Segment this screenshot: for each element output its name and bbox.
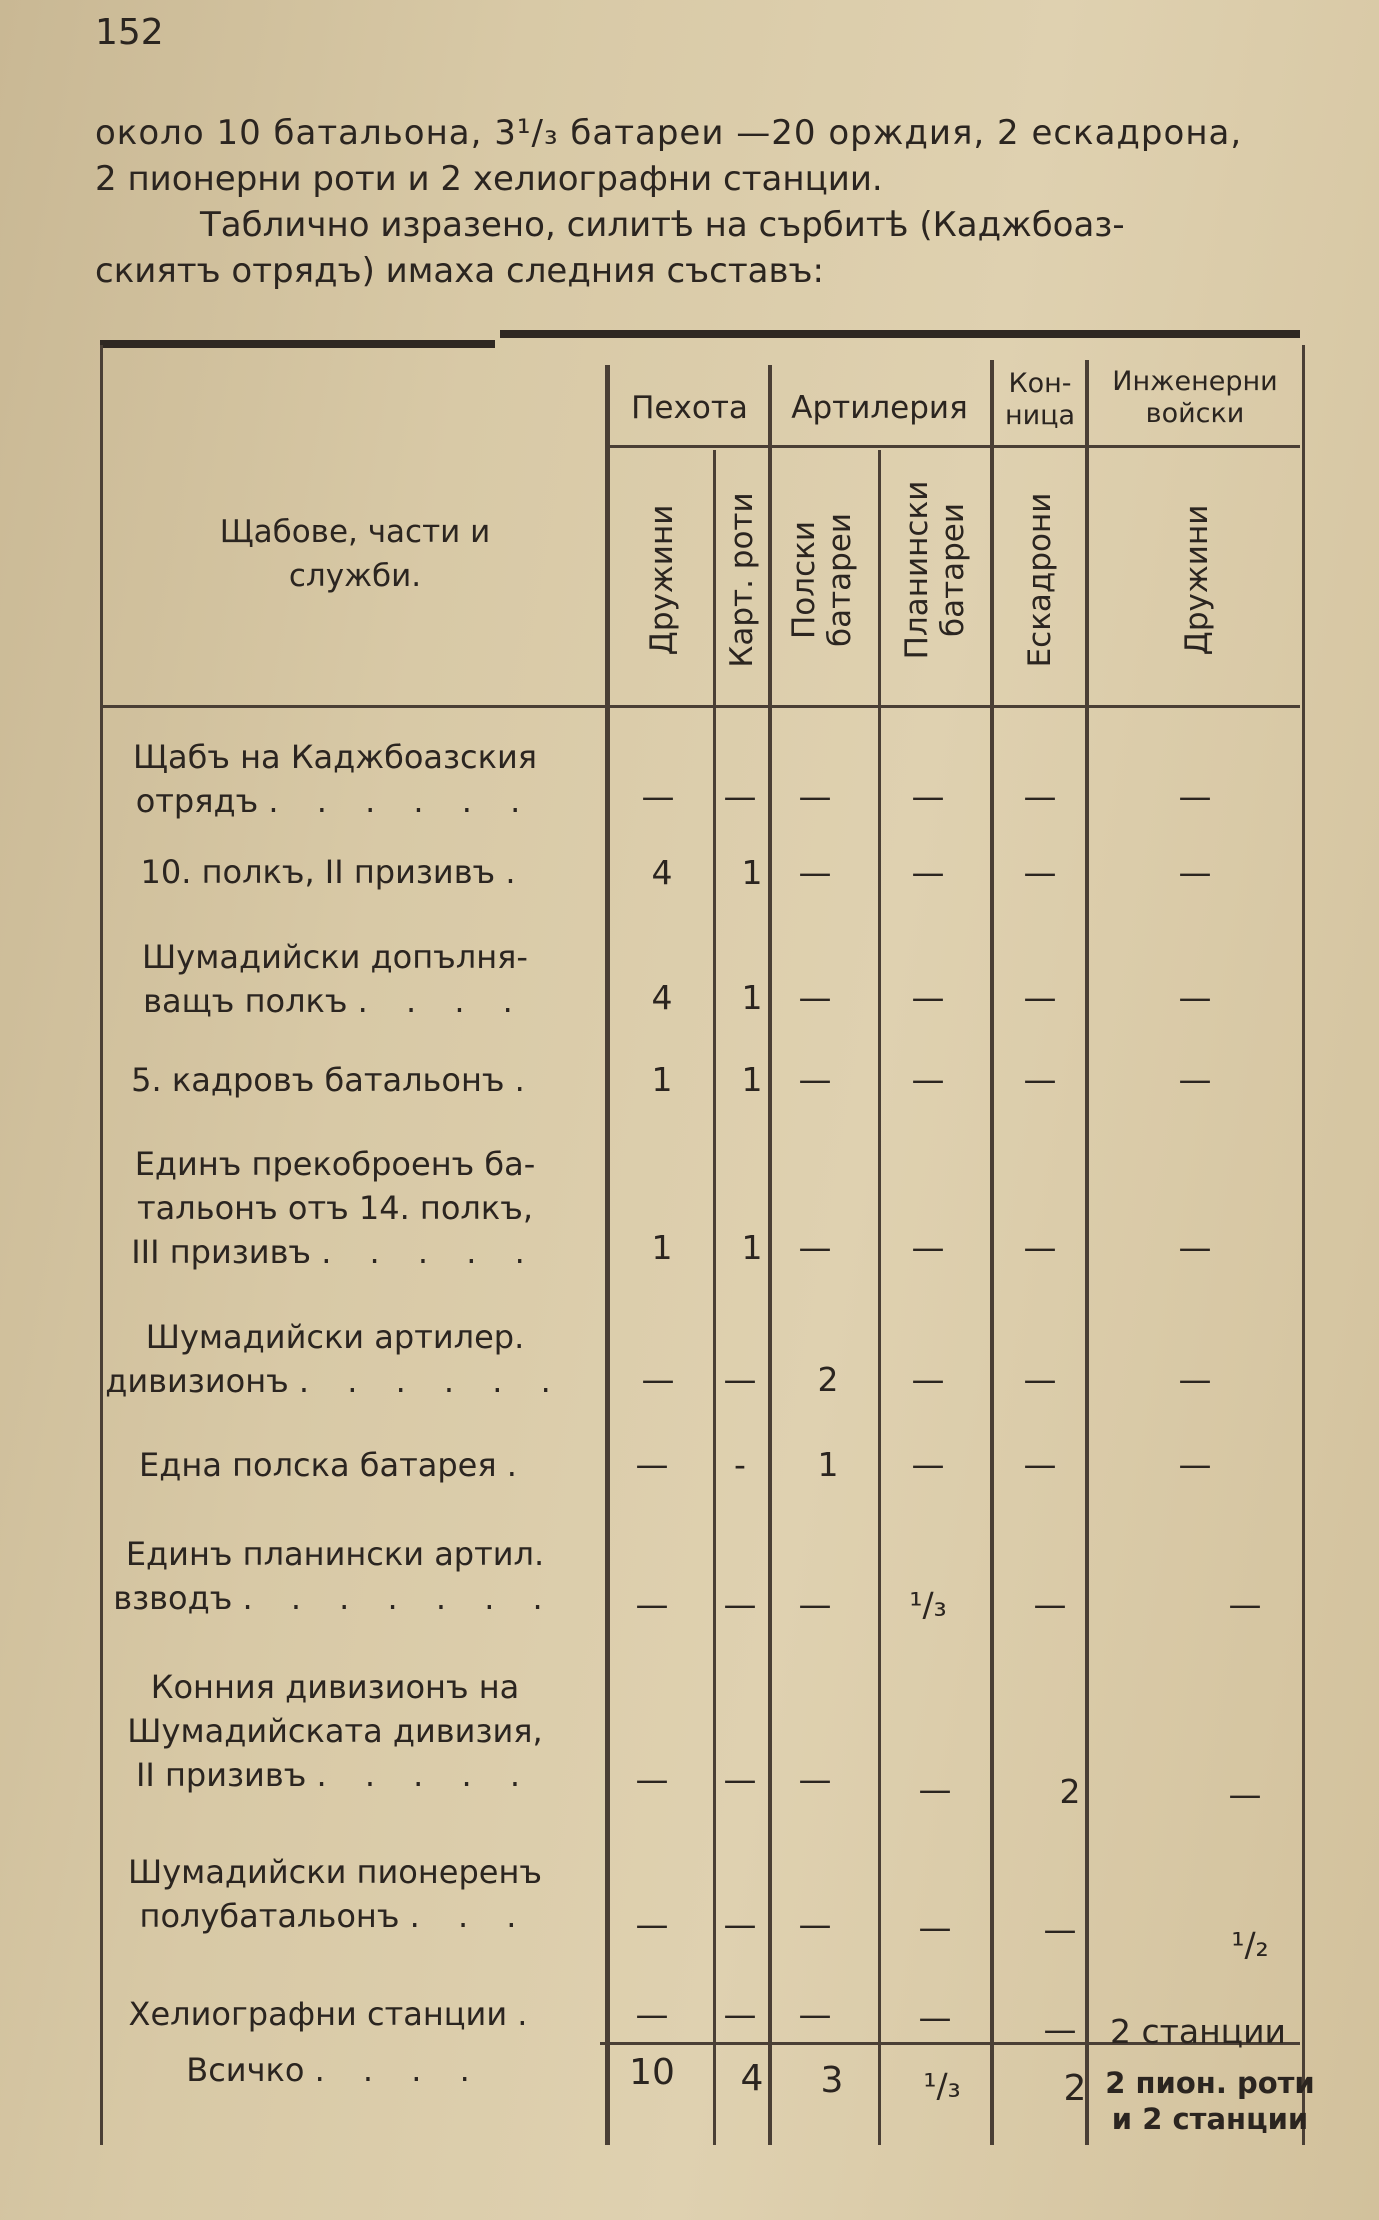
- intro-line-4: скиятъ отрядъ) имаха следния съставъ:: [95, 251, 825, 291]
- header-field-batteries: Полски батареи: [786, 512, 858, 648]
- cell-field-batteries: —: [798, 978, 832, 1017]
- total-squadrons: 2: [1063, 2068, 1087, 2109]
- total-mountain-batteries: ¹/₃: [923, 2066, 961, 2105]
- cell-field-batteries: 1: [817, 1445, 839, 1484]
- row-name: 5. кадровъ батальонъ .: [131, 1061, 539, 1099]
- rule-right-border: [1302, 345, 1305, 2145]
- row-name: Хелиографни станции .: [128, 1995, 542, 2033]
- header-artillery: Артилерия: [791, 390, 968, 426]
- cell-eng-battalions: —: [1178, 1360, 1212, 1399]
- row-name: Шумадийски пионеренъ: [128, 1853, 542, 1891]
- intro-line-2: 2 пионерни роти и 2 хелиографни станции.: [95, 159, 883, 199]
- cell-mountain-batteries: —: [911, 1445, 945, 1484]
- row-name: Шумадийската дивизия,: [127, 1712, 543, 1750]
- cell-field-batteries: —: [798, 1060, 832, 1099]
- header-battalions: Дружини: [644, 504, 680, 656]
- cell-field-batteries: —: [798, 1905, 832, 1944]
- header-engineers: Инженерни войски: [1112, 366, 1278, 429]
- total-eng-line-2: и 2 станции: [1111, 2102, 1309, 2136]
- cell-mountain-batteries: —: [911, 853, 945, 892]
- cell-mountain-batteries: —: [911, 777, 945, 816]
- table-row: [75, 1665, 595, 1797]
- row-name: Конния дивизионъ на: [150, 1668, 520, 1706]
- cell-mg-companies: —: [723, 1585, 757, 1624]
- cell-battalions: 4: [651, 978, 673, 1017]
- cell-mg-companies: -: [734, 1445, 746, 1484]
- cell-squadrons: —: [1023, 1060, 1057, 1099]
- header-cavalry: Кон- ница: [1004, 368, 1076, 431]
- cell-eng-battalions: —: [1228, 1775, 1262, 1814]
- header-mountain-batteries: Планински батареи: [899, 480, 971, 660]
- cell-mountain-batteries: —: [911, 978, 945, 1017]
- cell-battalions: —: [641, 1360, 675, 1399]
- row-name: Шумадийски артилер.: [145, 1318, 525, 1356]
- row-name: III призивъ . . . . .: [131, 1233, 539, 1271]
- cell-eng-battalions: —: [1178, 777, 1212, 816]
- row-name: Единъ прекоброенъ ба-: [134, 1145, 536, 1183]
- row-name: Шумадийски допълня-: [142, 938, 528, 976]
- cell-battalions: 1: [651, 1228, 673, 1267]
- header-mg-companies: Карт. роти: [724, 492, 760, 668]
- cell-eng-battalions: —: [1178, 978, 1212, 1017]
- cell-battalions: —: [635, 1905, 669, 1944]
- row-name: II призивъ . . . . .: [135, 1756, 535, 1794]
- cell-field-batteries: —: [798, 1995, 832, 2034]
- table-row: [75, 1850, 595, 1938]
- table-row: [75, 1992, 595, 2036]
- cell-mg-companies: 1: [741, 853, 763, 892]
- cell-field-batteries: —: [798, 1760, 832, 1799]
- total-label: Всичко . . . .: [186, 2051, 484, 2089]
- total-mg-companies: 4: [740, 2058, 764, 2099]
- rule-col-5: [990, 360, 994, 2145]
- cell-squadrons: —: [1023, 853, 1057, 892]
- row-name: ващъ полкъ . . . .: [143, 982, 527, 1020]
- row-name: Една полска батарея .: [139, 1446, 531, 1484]
- header-squadrons: Ескадрони: [1022, 492, 1058, 668]
- intro-line-1: около 10 батальона, 3¹/₃ батареи —20 орждия, 2 ескадрона,: [95, 113, 1243, 153]
- cell-mg-companies: 1: [741, 978, 763, 1017]
- cell-field-batteries: 2: [817, 1360, 839, 1399]
- table-row: [75, 1315, 595, 1403]
- table-row: [75, 1142, 595, 1274]
- row-name: тальонъ отъ 14. полкъ,: [137, 1189, 533, 1227]
- cell-squadrons: —: [1023, 1228, 1057, 1267]
- cell-squadrons: —: [1033, 1585, 1067, 1624]
- cell-battalions: 1: [651, 1060, 673, 1099]
- row-name: дивизионъ . . . . . .: [105, 1362, 565, 1400]
- rule-header-bottom: [100, 705, 1300, 708]
- rule-col-2: [713, 450, 716, 2145]
- page-number: 152: [95, 12, 164, 53]
- row-name: полубатальонъ . . .: [139, 1897, 531, 1935]
- table-row: [75, 735, 595, 823]
- cell-mg-companies: —: [723, 1995, 757, 2034]
- cell-battalions: —: [635, 1760, 669, 1799]
- cell-battalions: —: [641, 777, 675, 816]
- cell-mountain-batteries: —: [918, 1908, 952, 1947]
- cell-mg-companies: 1: [741, 1228, 763, 1267]
- cell-battalions: 4: [651, 853, 673, 892]
- top-rule-left: [100, 340, 495, 348]
- rule-col-1: [605, 365, 610, 2145]
- row-name: 10. полкъ, II призивъ .: [140, 853, 530, 891]
- cell-eng-battalions: —: [1178, 1060, 1212, 1099]
- cell-mg-companies: —: [723, 1760, 757, 1799]
- cell-mountain-batteries: —: [918, 1770, 952, 1809]
- cell-field-batteries: —: [798, 1228, 832, 1267]
- cell-mountain-batteries: ¹/₃: [909, 1585, 947, 1624]
- cell-eng-battalions: —: [1178, 1228, 1212, 1267]
- cell-eng-battalions: 2 станции: [1109, 2012, 1287, 2051]
- rule-col-6: [1085, 360, 1089, 2145]
- row-name: отрядъ . . . . . .: [135, 782, 535, 820]
- total-field-batteries: 3: [820, 2060, 844, 2101]
- cell-eng-battalions: —: [1178, 1445, 1212, 1484]
- row-name: взводъ . . . . . . .: [113, 1579, 557, 1617]
- cell-squadrons: —: [1043, 2010, 1077, 2049]
- row-name: Щабъ на Каджбоазския: [132, 738, 537, 776]
- cell-eng-battalions: —: [1228, 1585, 1262, 1624]
- intro-line-3: Таблично изразено, силитѣ на сърбитѣ (Каджбоаз-: [200, 205, 1125, 245]
- cell-squadrons: —: [1023, 1445, 1057, 1484]
- cell-battalions: —: [635, 1585, 669, 1624]
- rule-col-4: [878, 450, 881, 2145]
- cell-mountain-batteries: —: [911, 1228, 945, 1267]
- cell-squadrons: —: [1043, 1910, 1077, 1949]
- cell-mountain-batteries: —: [918, 1998, 952, 2037]
- cell-mg-companies: 1: [741, 1060, 763, 1099]
- cell-mg-companies: —: [723, 1360, 757, 1399]
- table-row: [75, 1443, 595, 1487]
- top-rule-right: [500, 330, 1300, 338]
- table-row: [75, 1532, 595, 1620]
- cell-mountain-batteries: —: [911, 1060, 945, 1099]
- table-row: [75, 1058, 595, 1102]
- cell-mg-companies: —: [723, 777, 757, 816]
- intro-paragraph: [95, 110, 1300, 294]
- cell-mountain-batteries: —: [911, 1360, 945, 1399]
- cell-squadrons: —: [1023, 1360, 1057, 1399]
- header-infantry: Пехота: [631, 390, 748, 426]
- row-name: Единъ планински артил.: [125, 1535, 545, 1573]
- cell-squadrons: 2: [1059, 1772, 1081, 1811]
- total-eng-line-1: 2 пион. роти: [1105, 2066, 1315, 2100]
- cell-battalions: —: [635, 1995, 669, 2034]
- cell-squadrons: —: [1023, 978, 1057, 1017]
- rule-col-3: [768, 365, 772, 2145]
- cell-eng-battalions: ¹/₂: [1231, 1925, 1269, 1964]
- cell-eng-battalions: —: [1178, 853, 1212, 892]
- cell-squadrons: —: [1023, 777, 1057, 816]
- cell-field-batteries: —: [798, 853, 832, 892]
- table-row: [75, 850, 595, 894]
- cell-battalions: —: [635, 1445, 669, 1484]
- total-eng-battalions: [1105, 2065, 1315, 2137]
- total-row: [75, 2048, 595, 2092]
- header-units: Щабове, части и служби.: [219, 514, 491, 594]
- cell-field-batteries: —: [798, 1585, 832, 1624]
- total-battalions: 10: [629, 2052, 675, 2093]
- cell-mg-companies: —: [723, 1905, 757, 1944]
- cell-field-batteries: —: [798, 777, 832, 816]
- table-row: [75, 935, 595, 1023]
- rule-header-sub: [610, 445, 1300, 448]
- header-eng-battalions: Дружини: [1179, 504, 1215, 656]
